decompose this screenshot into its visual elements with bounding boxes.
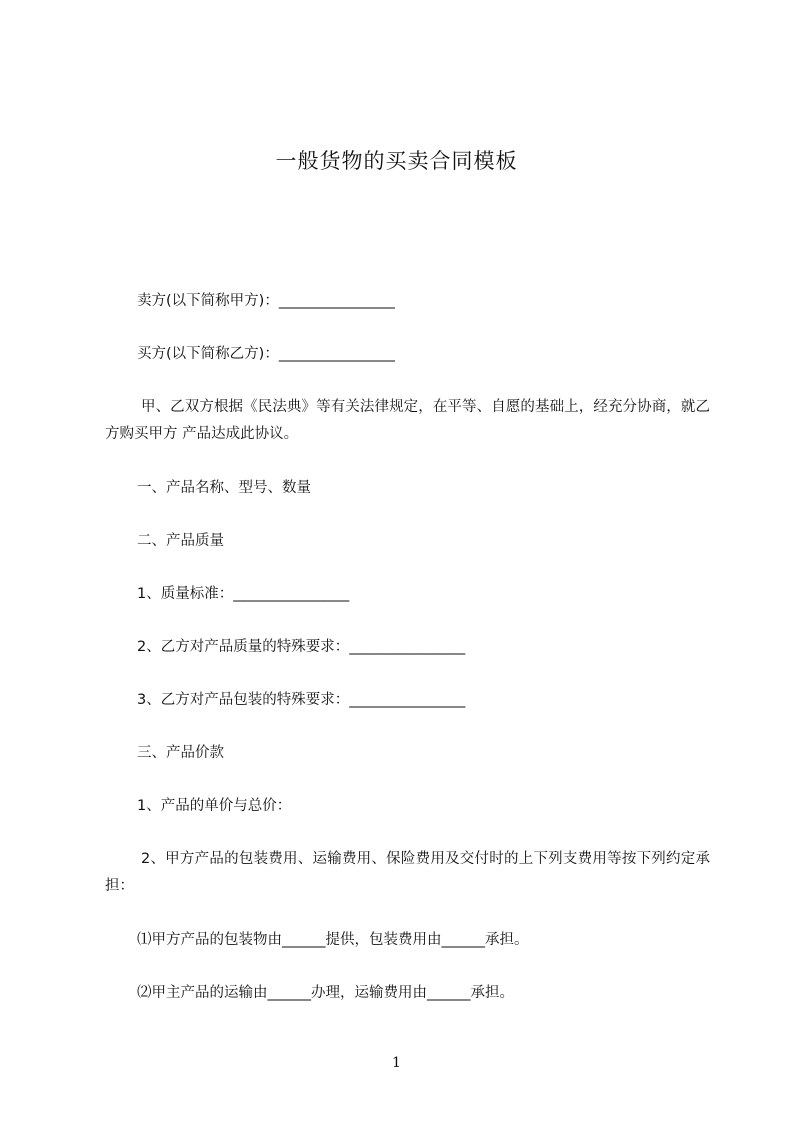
intro-paragraph: 甲、乙双方根据《民法典》等有关法律规定，在平等、自愿的基础上，经充分协商，就乙方购买甲方 产品达成此协议。 <box>105 399 710 442</box>
document-title: 一般货物的买卖合同模板 <box>275 149 518 173</box>
unit-total-price-line: 1、产品的单价与总价： <box>137 798 292 814</box>
transport-cost-clause: ⑵甲主产品的运输由______办理，运输费用由______承担。 <box>137 985 514 1001</box>
packaging-special-requirement-line: 3、乙方对产品包装的特殊要求：________________ <box>137 692 466 708</box>
page-number: 1 <box>392 1055 401 1071</box>
section-heading-product-price: 三、产品价款 <box>137 745 224 761</box>
section-heading-product-name: 一、产品名称、型号、数量 <box>137 480 311 496</box>
buyer-line: 买方(以下简称乙方)：________________ <box>137 346 395 362</box>
quality-standard-line: 1、质量标准：________________ <box>137 586 350 602</box>
cost-allocation-paragraph: 2、甲方产品的包装费用、运输费用、保险费用及交付时的上下列支费用等按下列约定承担： <box>105 851 710 894</box>
packaging-cost-clause: ⑴甲方产品的包装物由______提供，包装费用由______承担。 <box>137 932 529 948</box>
section-heading-product-quality: 二、产品质量 <box>137 533 224 549</box>
seller-line: 卖方(以下简称甲方)：________________ <box>137 293 395 309</box>
quality-special-requirement-line: 2、乙方对产品质量的特殊要求：________________ <box>137 639 466 655</box>
